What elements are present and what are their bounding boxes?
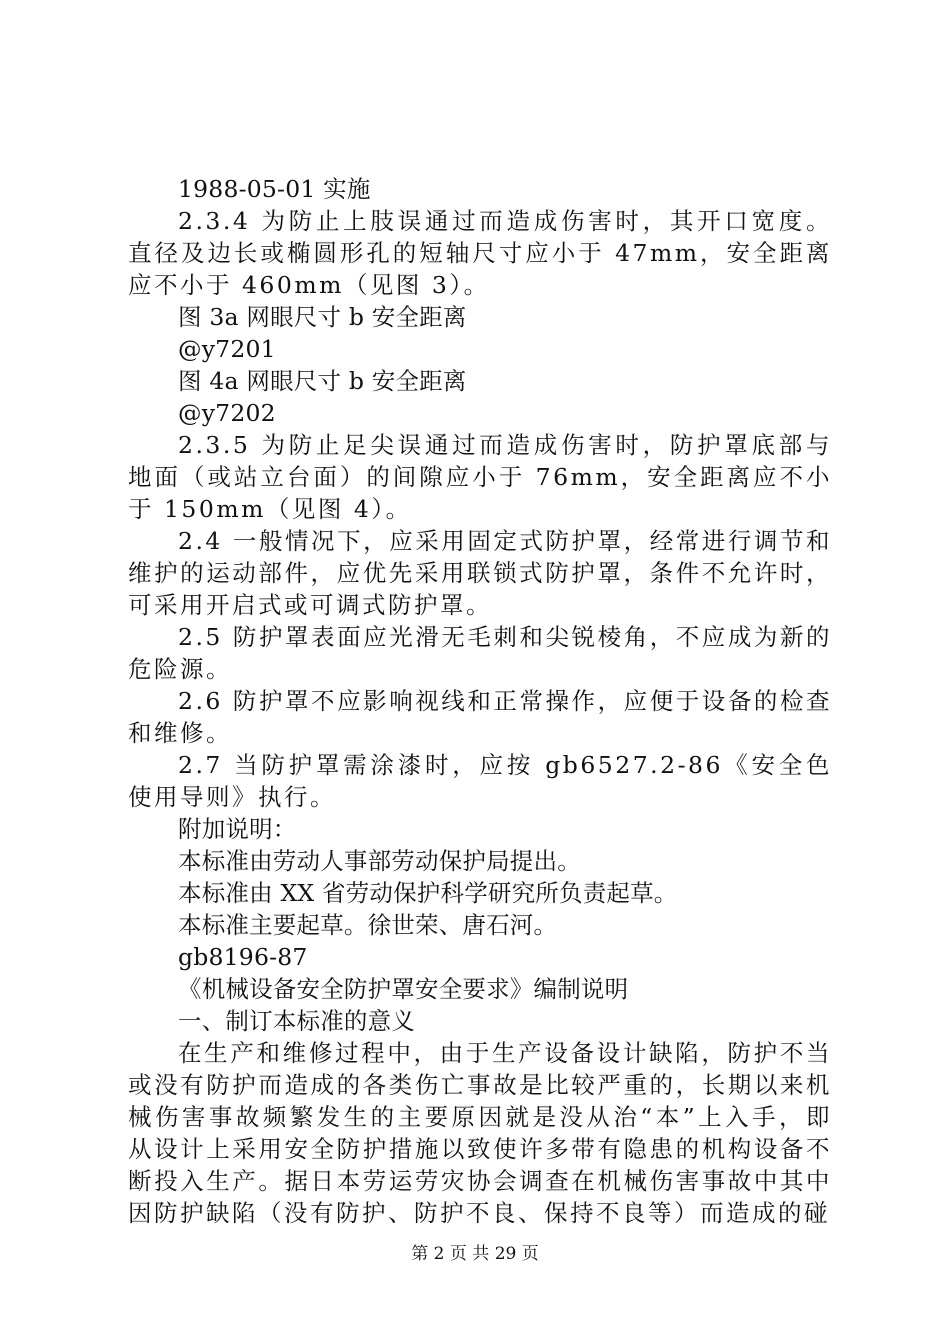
page-footer: 第 2 页 共 29 页: [411, 1244, 539, 1264]
clause-2-7: 2.7 当防护罩需涂漆时，应按 gb6527.2-86《安全色使用导则》执行。: [128, 751, 832, 811]
note-proposer: 本标准由劳动人事部劳动保护局提出。: [178, 847, 581, 875]
figure-3-caption: 图 3a 网眼尺寸 b 安全距离: [178, 303, 467, 331]
clause-2-5: 2.5 防护罩表面应光滑无毛刺和尖锐棱角，不应成为新的危险源。: [128, 623, 832, 683]
section-heading-1: 一、制订本标准的意义: [178, 1007, 415, 1035]
document-body: [128, 173, 832, 1229]
clause-2-4: 2.4 一般情况下，应采用固定式防护罩，经常进行调节和维护的运动部件，应优先采用联锁式防护罩，条件不允许时，可采用开启式或可调式防护罩。: [128, 527, 832, 619]
standard-number: gb8196-87: [178, 943, 308, 971]
figure-4-caption: 图 4a 网眼尺寸 b 安全距离: [178, 367, 467, 395]
note-drafting-unit: 本标准由 XX 省劳动保护科学研究所负责起草。: [178, 879, 678, 907]
note-drafters: 本标准主要起草。徐世荣、唐石河。: [178, 911, 558, 939]
clause-2-3-4: 2.3.4 为防止上肢误通过而造成伤害时，其开口宽度。直径及边长或椭圆形孔的短轴尺寸应小于 47mm，安全距离应不小于 460mm（见图 3）。: [128, 207, 832, 299]
additional-notes-heading: 附加说明：: [178, 815, 297, 843]
clause-2-3-5: 2.3.5 为防止足尖误通过而造成伤害时，防护罩底部与地面（或站立台面）的间隙应小于 76mm，安全距离应不小于 150mm（见图 4）。: [128, 431, 832, 523]
clause-2-6: 2.6 防护罩不应影响视线和正常操作，应便于设备的检查和维修。: [128, 687, 832, 747]
figure-4-ref: @y7202: [178, 399, 276, 427]
section-1-paragraph: 在生产和维修过程中，由于生产设备设计缺陷，防护不当或没有防护而造成的各类伤亡事故是比较严重的，长期以来机械伤害事故频繁发生的主要原因就是没从治“本”上入手，即从设计上采用安全防护措施以致使许多带有隐患的机构设备不断投入生产。据日本劳运劳灾协会调查在机械伤害事故中其中因防护缺陷（没有防护、防护不良、保持不良等）而造成的碰: [128, 1039, 832, 1227]
figure-3-ref: @y7201: [178, 335, 276, 363]
effective-date-line: 1988-05-01 实施: [178, 175, 371, 203]
explanation-title: 《机械设备安全防护罩安全要求》编制说明: [178, 975, 629, 1003]
